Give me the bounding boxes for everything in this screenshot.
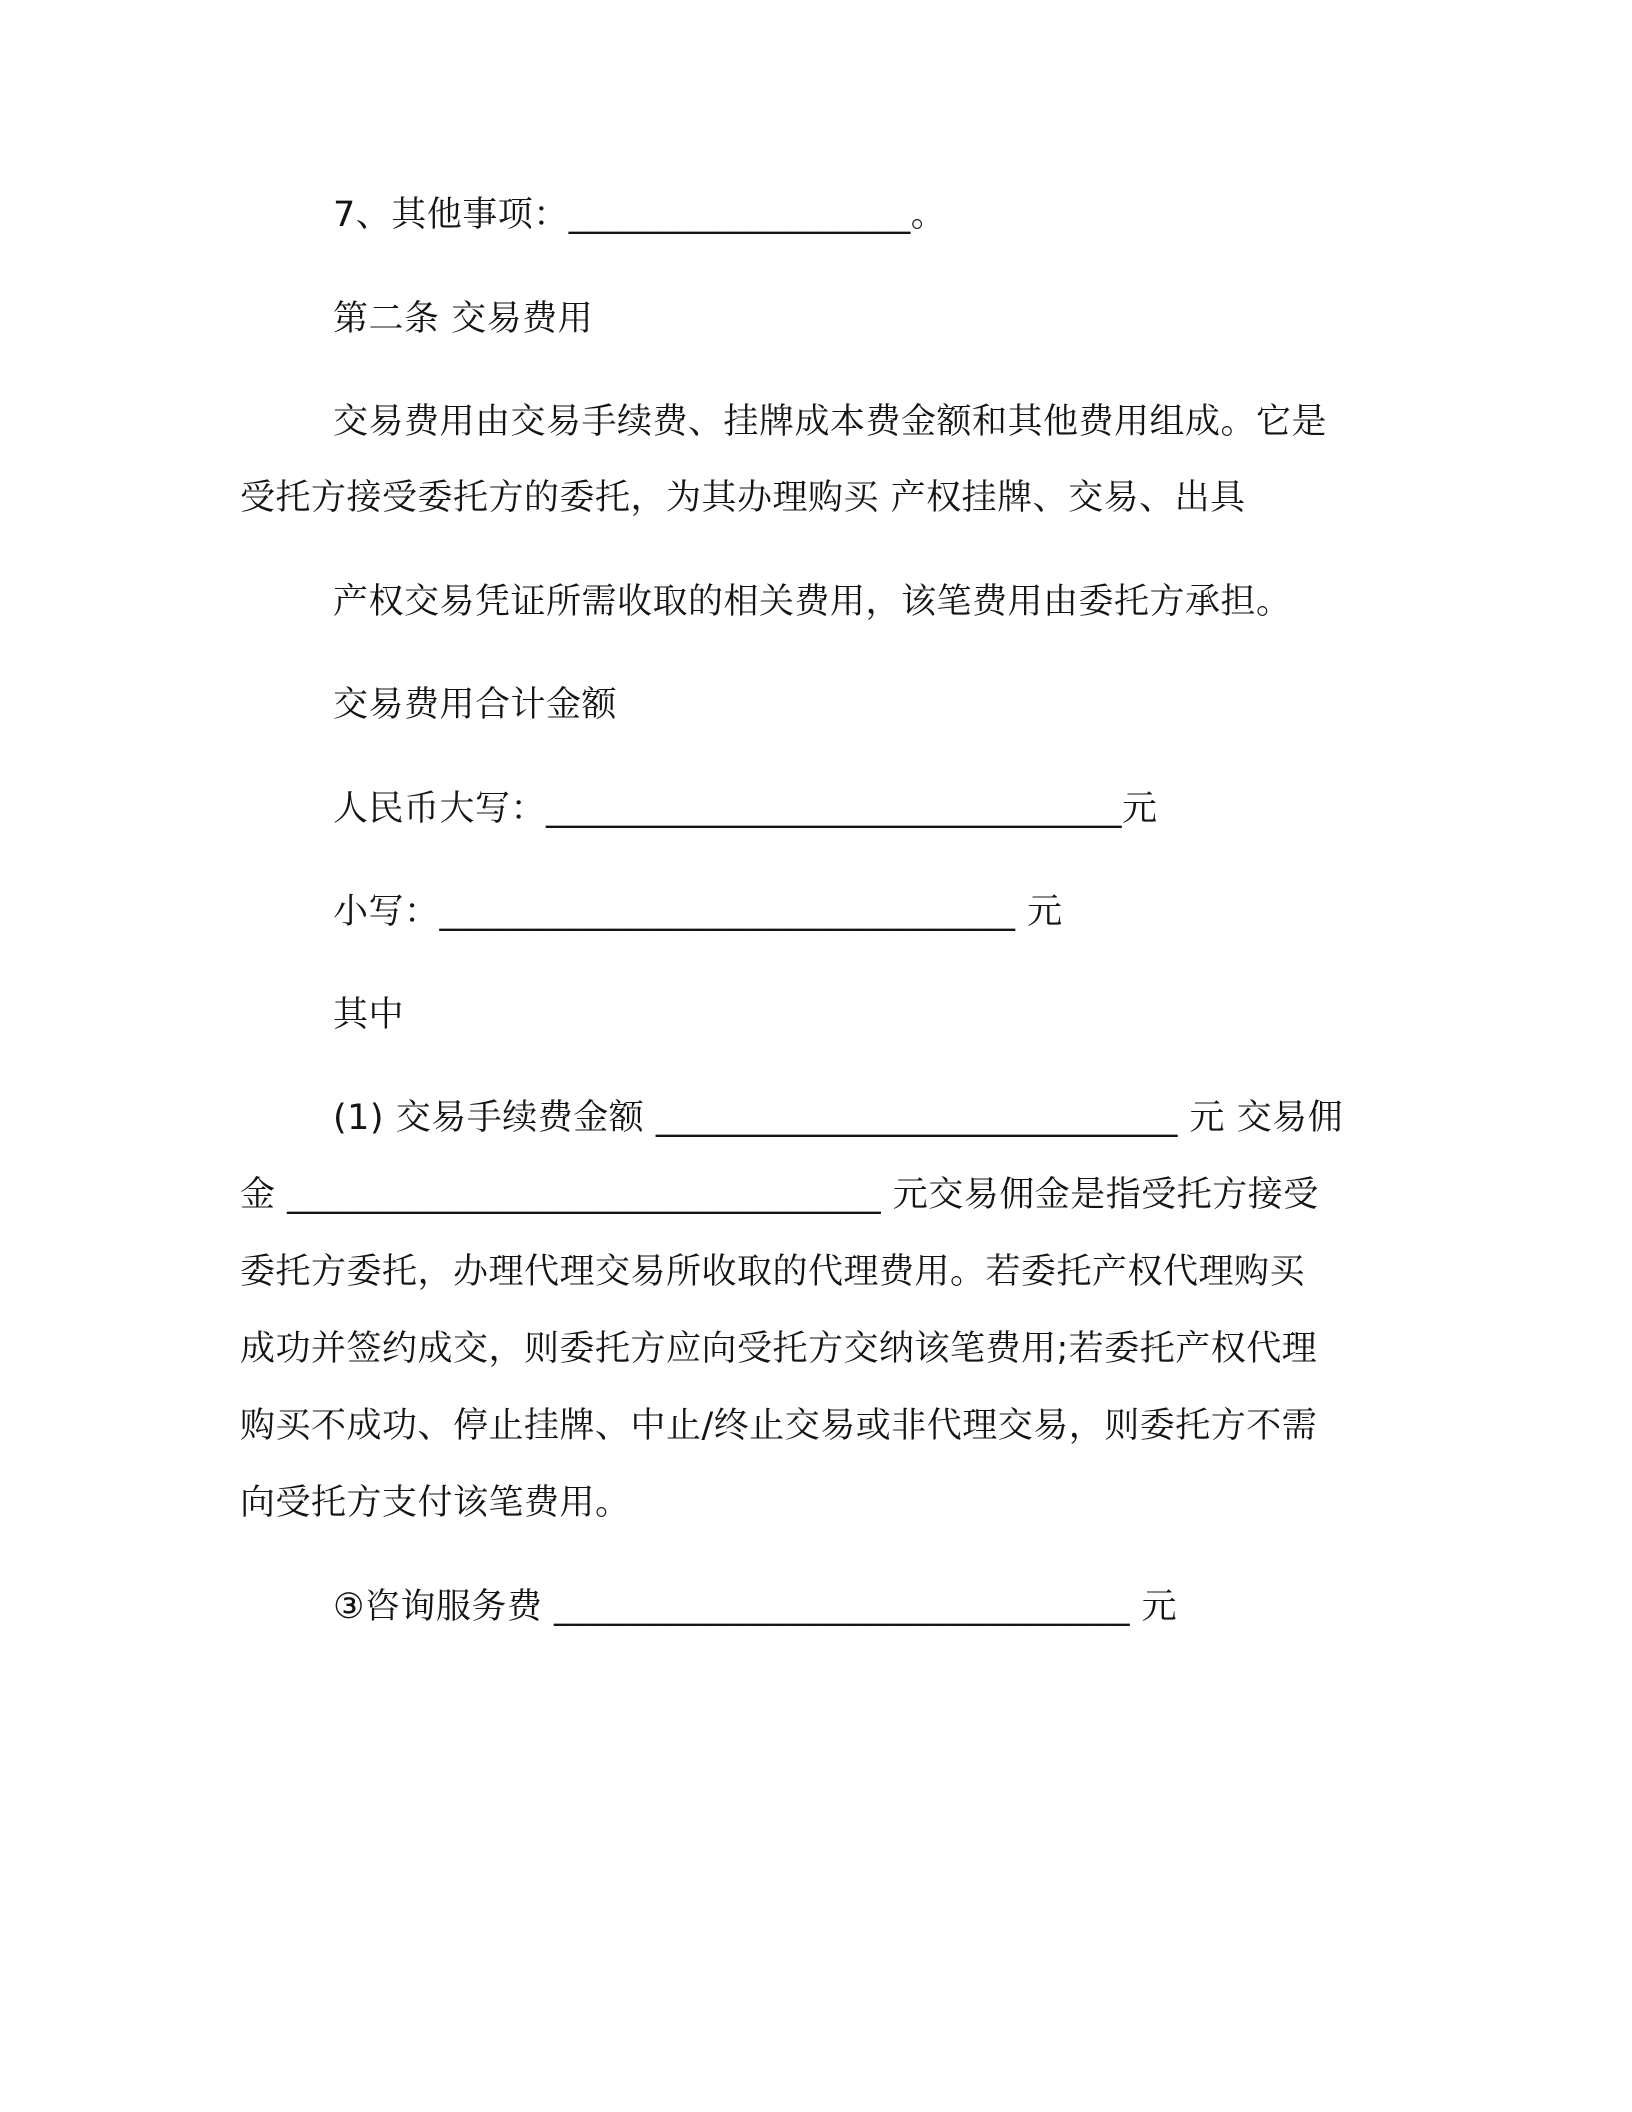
rmb-lowercase-field: 小写：________________________________ 元 [333, 892, 1063, 932]
item-1-line-3: 委托方委托，办理代理交易所收取的代理费用。若委托产权代理购买 [240, 1252, 1306, 1292]
item-1-line-5: 购买不成功、停止挂牌、中止/终止交易或非代理交易，则委托方不需 [240, 1406, 1318, 1446]
fee-description-line-1: 交易费用由交易手续费、挂牌成本费金额和其他费用组成。它是 [333, 402, 1328, 442]
fee-description-line-2: 受托方接受委托方的委托，为其办理购买 产权挂牌、交易、出具 [240, 478, 1246, 518]
item-7-other-matters: 7、其他事项：___________________。 [333, 195, 947, 235]
item-1-line-6: 向受托方支付该笔费用。 [240, 1483, 631, 1523]
item-1-line-1: (1) 交易手续费金额 _____________________________ 元 交易佣 [333, 1098, 1344, 1138]
total-fee-label: 交易费用合计金额 [333, 685, 618, 725]
item-3-consulting-fee: ③咨询服务费 ________________________________ 元 [333, 1587, 1178, 1627]
rmb-uppercase-field: 人民币大写：________________________________元 [333, 789, 1158, 829]
fee-description-line-3: 产权交易凭证所需收取的相关费用，该笔费用由委托方承担。 [333, 582, 1292, 622]
item-1-line-2: 金 _________________________________ 元交易佣金是指受托方接受 [240, 1175, 1319, 1215]
among-label: 其中 [333, 995, 405, 1035]
article-2-heading: 第二条 交易费用 [333, 299, 594, 339]
item-1-line-4: 成功并签约成交，则委托方应向受托方交纳该笔费用;若委托产权代理 [240, 1329, 1318, 1369]
